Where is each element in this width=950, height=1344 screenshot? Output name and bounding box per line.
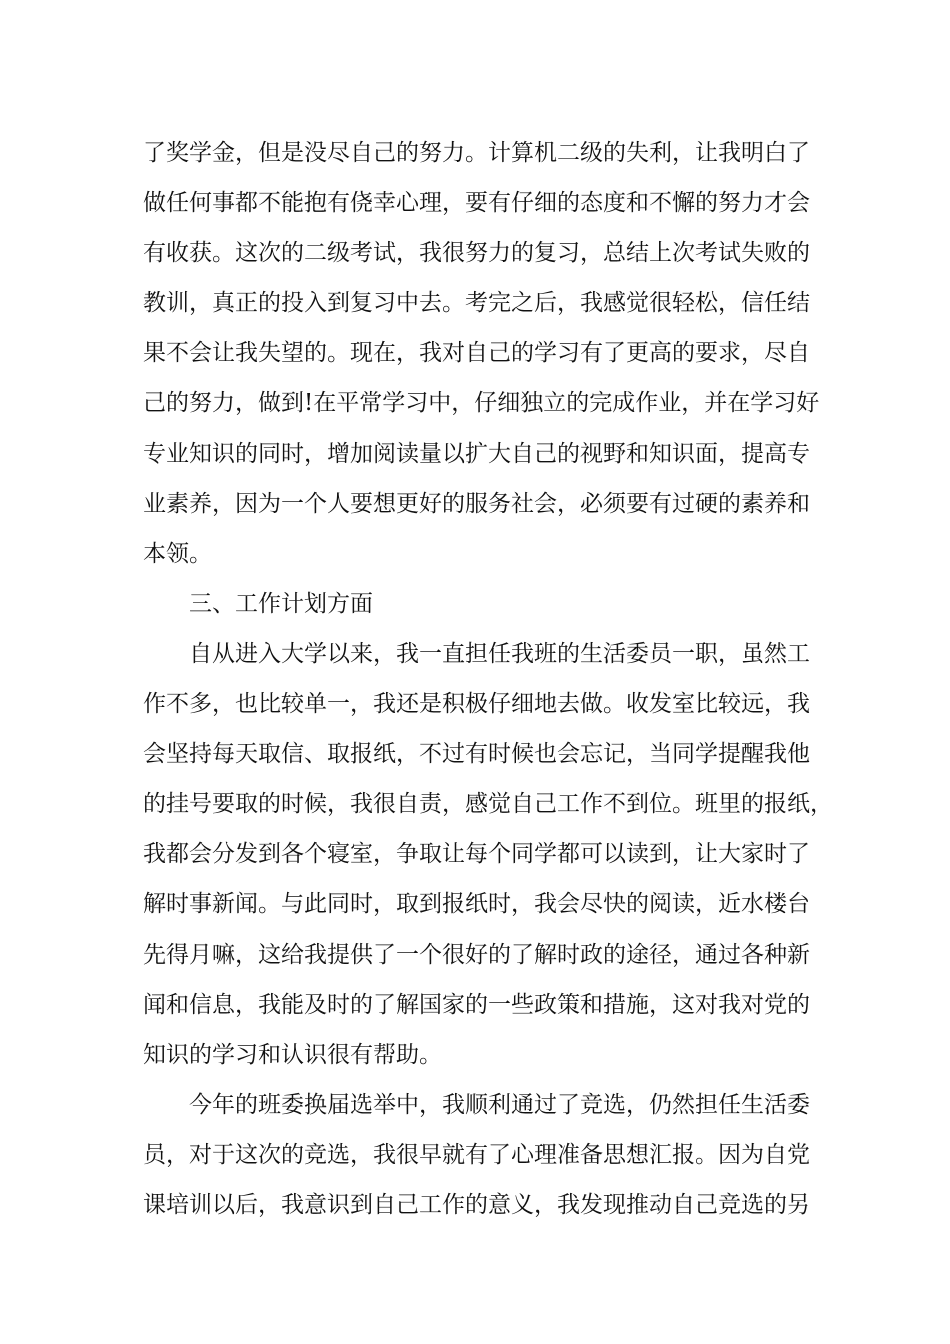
- text-line: 业素养，因为一个人要想更好的服务社会，必须要有过硬的素养和: [143, 490, 810, 517]
- paragraph-scholarship: [143, 128, 820, 579]
- document-body: [143, 128, 833, 1230]
- text-line: 知识的学习和认识很有帮助。: [143, 1041, 442, 1068]
- paragraph-election: [143, 1080, 808, 1230]
- text-line: 果不会让我失望的。现在，我对自己的学习有了更高的要求，尽自: [143, 340, 810, 367]
- text-line: 先得月嘛，这给我提供了一个很好的了解时政的途径，通过各种新: [143, 941, 810, 968]
- text-line: 作不多，也比较单一，我还是积极仔细地去做。收发室比较远，我: [143, 691, 810, 718]
- section-heading: 三、工作计划方面: [189, 590, 373, 617]
- text-line: 做任何事都不能抱有侥幸心理，要有仔细的态度和不懈的努力才会: [143, 190, 810, 217]
- text-line: 闻和信息，我能及时的了解国家的一些政策和措施，这对我对党的: [143, 991, 810, 1018]
- text-line: 会坚持每天取信、取报纸，不过有时候也会忘记，当同学提醒我他: [143, 741, 810, 768]
- text-line: 本领。: [143, 540, 212, 567]
- text-line: 我都会分发到各个寝室，争取让每个同学都可以读到，让大家时了: [143, 841, 810, 868]
- text-line: 有收获。这次的二级考试，我很努力的复习，总结上次考试失败的: [143, 240, 810, 267]
- text-line: 课培训以后，我意识到自己工作的意义，我发现推动自己竞选的另: [143, 1191, 810, 1218]
- text-line: 己的努力，做到!在平常学习中，仔细独立的完成作业，并在学习好: [143, 390, 820, 417]
- text-line: 员，对于这次的竞选，我很早就有了心理准备思想汇报。因为自党: [143, 1141, 810, 1168]
- text-line: 解时事新闻。与此同时，取到报纸时，我会尽快的阅读，近水楼台: [143, 891, 810, 918]
- text-line: 自从进入大学以来，我一直担任我班的生活委员一职，虽然工: [189, 640, 810, 667]
- text-line: 今年的班委换届选举中，我顺利通过了竞选，仍然担任生活委: [189, 1091, 810, 1118]
- text-line: 的挂号要取的时候，我很自责，感觉自己工作不到位。班里的报纸，: [143, 791, 833, 818]
- text-line: 专业知识的同时，增加阅读量以扩大自己的视野和知识面，提高专: [143, 440, 810, 467]
- text-line: 教训，真正的投入到复习中去。考完之后，我感觉很轻松，信任结: [143, 290, 810, 317]
- paragraph-life-committee: [143, 629, 833, 1080]
- text-line: 了奖学金，但是没尽自己的努力。计算机二级的失利，让我明白了: [143, 140, 810, 166]
